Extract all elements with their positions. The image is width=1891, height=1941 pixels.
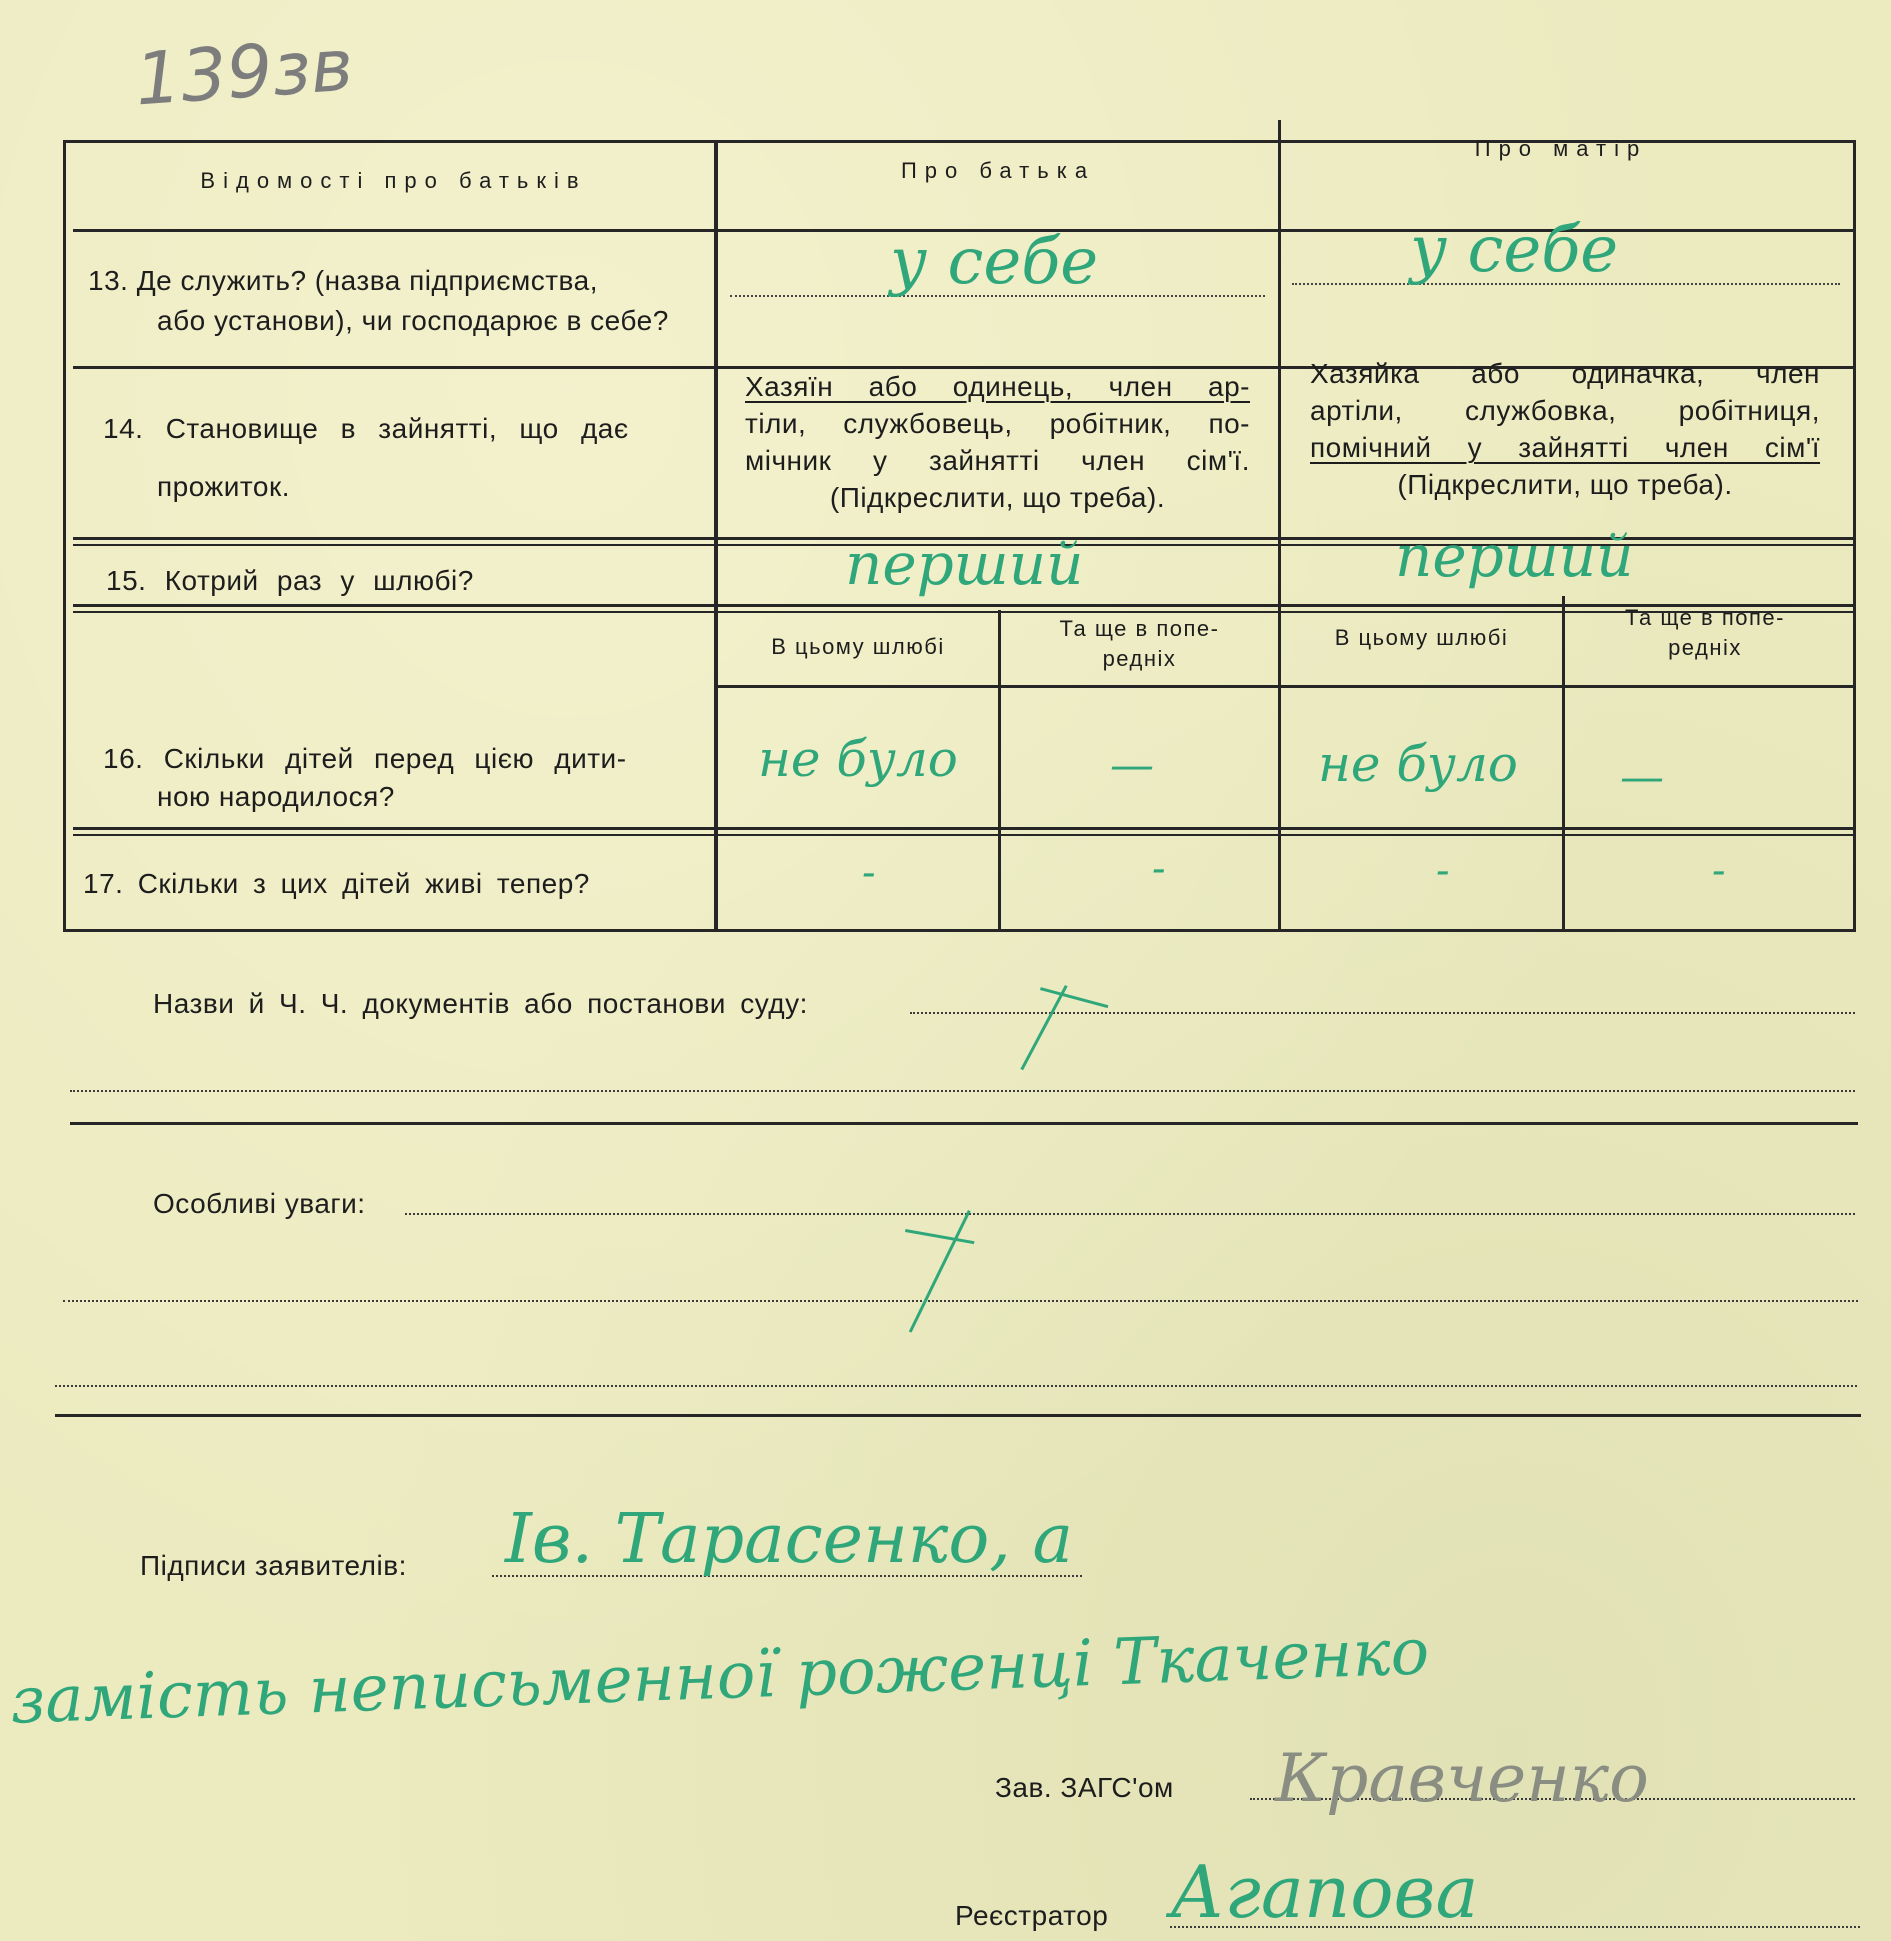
father-option-line-4: (Підкреслити, що треба). [829,482,1166,513]
row13-father-value: у себе [890,225,1099,299]
father-option-line-2: тіли, службовець, робітник, по- [745,408,1250,439]
documents-line-2 [70,1090,1855,1092]
remarks-line-1 [405,1213,1855,1215]
registrar-signature: Агапова [1170,1850,1479,1934]
header-mother: Про матір [1474,136,1648,161]
father-option-line-3: мічник у зайнятті член сім'ї. [745,445,1250,476]
row14-question-line2: прожиток. [157,471,290,502]
row17-value-1: - [862,850,876,896]
row16-mother-prev-value: — [1620,752,1664,803]
row16-question-line2: ною народилося? [157,781,395,812]
row17-value-3: - [1436,848,1450,894]
remarks-divider [55,1414,1861,1417]
signature-applicant-1: Ів. Тарасенко, а [505,1500,1074,1579]
header-father: Про батька [900,158,1096,183]
mother-option-line-2: артіли, службовка, робітниця, [1310,395,1820,426]
row16-mother-this-value: не було [1318,735,1518,793]
row17-value-2: - [1152,846,1166,892]
head-label: Зав. ЗАГС'ом [995,1772,1174,1803]
table-vline-1 [714,140,718,932]
documents-label: Назви й Ч. Ч. документів або постанови суду: [153,988,808,1019]
row17-question: 17. Скільки з цих дітей живі тепер? [83,868,590,899]
row17-value-4: - [1712,848,1726,894]
signatures-label: Підписи заявителів: [140,1550,407,1581]
row16-father-prev-value: — [1110,740,1154,791]
mother-prev-header-line-1: Та ще в попе- [1625,605,1785,630]
mother-prev-header-line-2: редніх [1668,635,1742,660]
mother-option-line-4: (Підкреслити, що треба). [1397,469,1733,500]
table-hline-16-sub [714,685,1856,688]
registrar-label: Реєстратор [955,1900,1109,1931]
row14-father-options [745,368,1250,516]
head-signature: Кравченко [1275,1740,1649,1817]
row16-father-prev-header [1001,614,1278,674]
row15-question: 15. Котрий раз у шлюбі? [106,565,474,596]
row14-mother-options [1310,355,1820,503]
row13-question-line2: або установи), чи господарює в себе? [157,305,669,336]
remarks-label: Особливі уваги: [153,1188,366,1219]
row13-question-line1: 13. Де служить? (назва підприємства, [88,265,598,296]
father-prev-header-line-2: редніх [1102,646,1177,671]
row15-mother-value: перший [1395,522,1634,590]
row16-question-line1: 16. Скільки дітей перед цією дити- [103,743,627,774]
father-option-selected: Хазяїн або одинець, член ар- [745,371,1250,402]
row13-mother-value: у себе [1410,213,1619,287]
row14-question-line1: 14. Становище в зайнятті, що дає [103,413,629,444]
row16-mother-this-header: В цьому шлюбі [1334,625,1509,650]
mother-option-line-1: Хазяйка або одиначка, член [1310,358,1820,389]
row16-father-this-value: не було [758,730,958,788]
remarks-line-3 [55,1385,1857,1387]
header-parents-info: Відомості про батьків [200,168,587,193]
father-option-line-1 [745,368,1250,405]
documents-divider [70,1122,1858,1125]
mother-option-selected: помічний у зайнятті член сім'ї [1310,432,1820,463]
mother-option-line-3 [1310,429,1820,466]
remarks-line-2 [63,1300,1858,1302]
table-hline-16 [73,827,1856,836]
row16-mother-prev-header [1565,603,1845,663]
row16-father-this-header: В цьому шлюбі [771,634,945,659]
signature-applicant-2: замість неписьменної роженці Ткаченко [9,1615,1431,1739]
row15-father-value: перший [845,530,1084,598]
father-prev-header-line-1: Та ще в попе- [1059,616,1220,641]
archive-number: 139зв [132,22,356,122]
table-vline-2 [1278,120,1281,932]
